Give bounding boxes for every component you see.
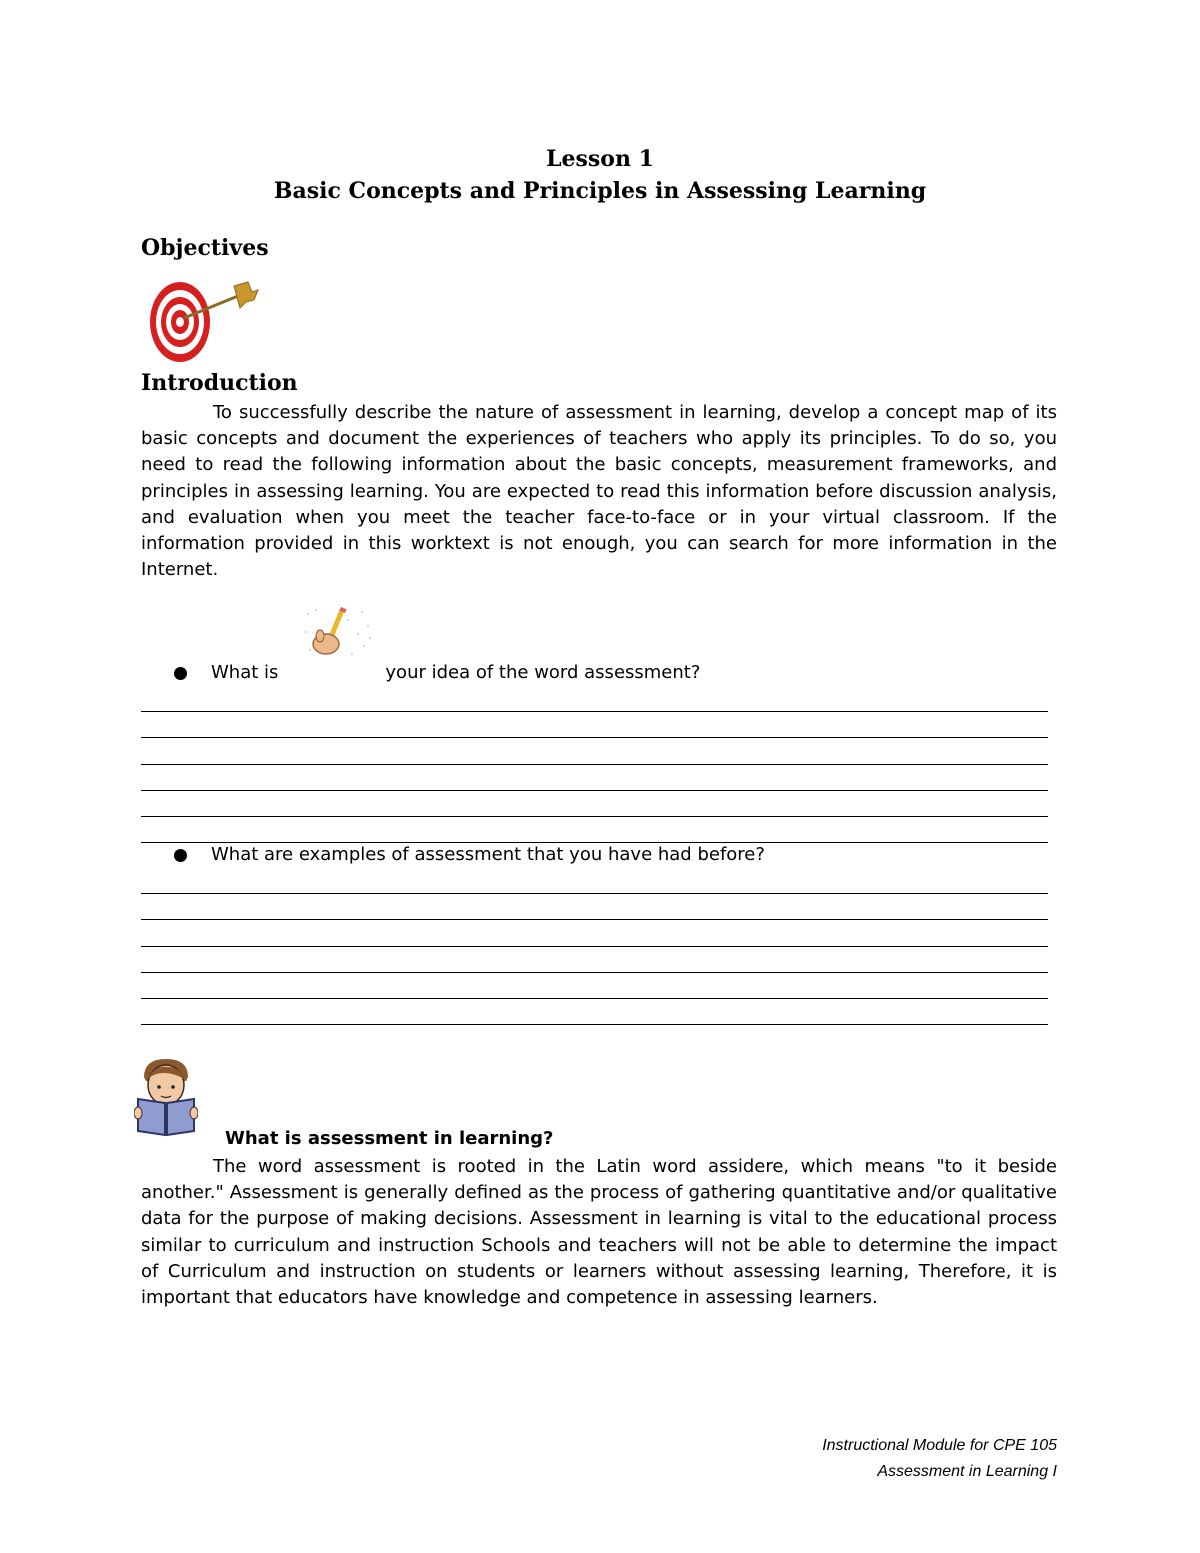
question-text: What are examples of assessment that you have had before? xyxy=(211,844,765,865)
answer-line[interactable] xyxy=(141,738,1048,764)
objectives-heading: Objectives xyxy=(141,235,269,261)
section-heading: What is assessment in learning? xyxy=(225,1128,554,1149)
answer-lines[interactable] xyxy=(141,868,1048,1025)
answer-line[interactable] xyxy=(141,894,1048,920)
pencil-hand-icon xyxy=(302,606,374,660)
introduction-heading: Introduction xyxy=(141,370,298,396)
answer-line[interactable] xyxy=(141,712,1048,738)
question-text-end: your idea of the word assessment? xyxy=(385,662,701,683)
bullet-icon xyxy=(174,667,187,680)
question-item xyxy=(174,842,765,868)
lesson-number: Lesson 1 xyxy=(546,146,654,172)
footer-module-name: Instructional Module for CPE 105 xyxy=(822,1437,1057,1454)
introduction-paragraph: To successfully describe the nature of assessment in learning, develop a concept map of its basic concepts and document the experiences of teachers who apply its principles. To do so, you need to read the following information about the basic concepts, measurement frameworks, and principles in assessing learning. You are expected to read this information before discussion analysis, and evaluation when you meet the teacher face-to-face or in your virtual classroom. If the information provided in this worktext is not enough, you can search for more information in the Internet. xyxy=(141,402,1057,581)
question-item xyxy=(174,660,700,686)
answer-line[interactable] xyxy=(141,791,1048,817)
answer-line[interactable] xyxy=(141,765,1048,791)
answer-line[interactable] xyxy=(141,920,1048,946)
answer-line[interactable] xyxy=(141,868,1048,894)
question-text-start: What is xyxy=(211,662,279,683)
answer-line[interactable] xyxy=(141,973,1048,999)
target-dart-icon xyxy=(148,278,266,366)
bullet-icon xyxy=(174,849,187,862)
footer-course-name: Assessment in Learning I xyxy=(877,1463,1057,1480)
answer-line[interactable] xyxy=(141,999,1048,1025)
answer-line[interactable] xyxy=(141,686,1048,712)
answer-line[interactable] xyxy=(141,947,1048,973)
answer-line[interactable] xyxy=(141,817,1048,843)
person-reading-book-icon xyxy=(134,1055,198,1137)
answer-lines[interactable] xyxy=(141,686,1048,843)
section-paragraph: The word assessment is rooted in the Latin word assidere, which means "to it beside another." Assessment is generally defined as the process of gathering quantitative and/or qualitative data for the purpose of making decisions. Assessment in learning is vital to the educational process similar to curriculum and instruction Schools and teachers will not be able to determine the impact of Curriculum and instruction on students or learners without assessing learning, Therefore, it is important that educators have knowledge and competence in assessing learners. xyxy=(141,1156,1057,1309)
lesson-title: Basic Concepts and Principles in Assessing Learning xyxy=(273,178,927,204)
